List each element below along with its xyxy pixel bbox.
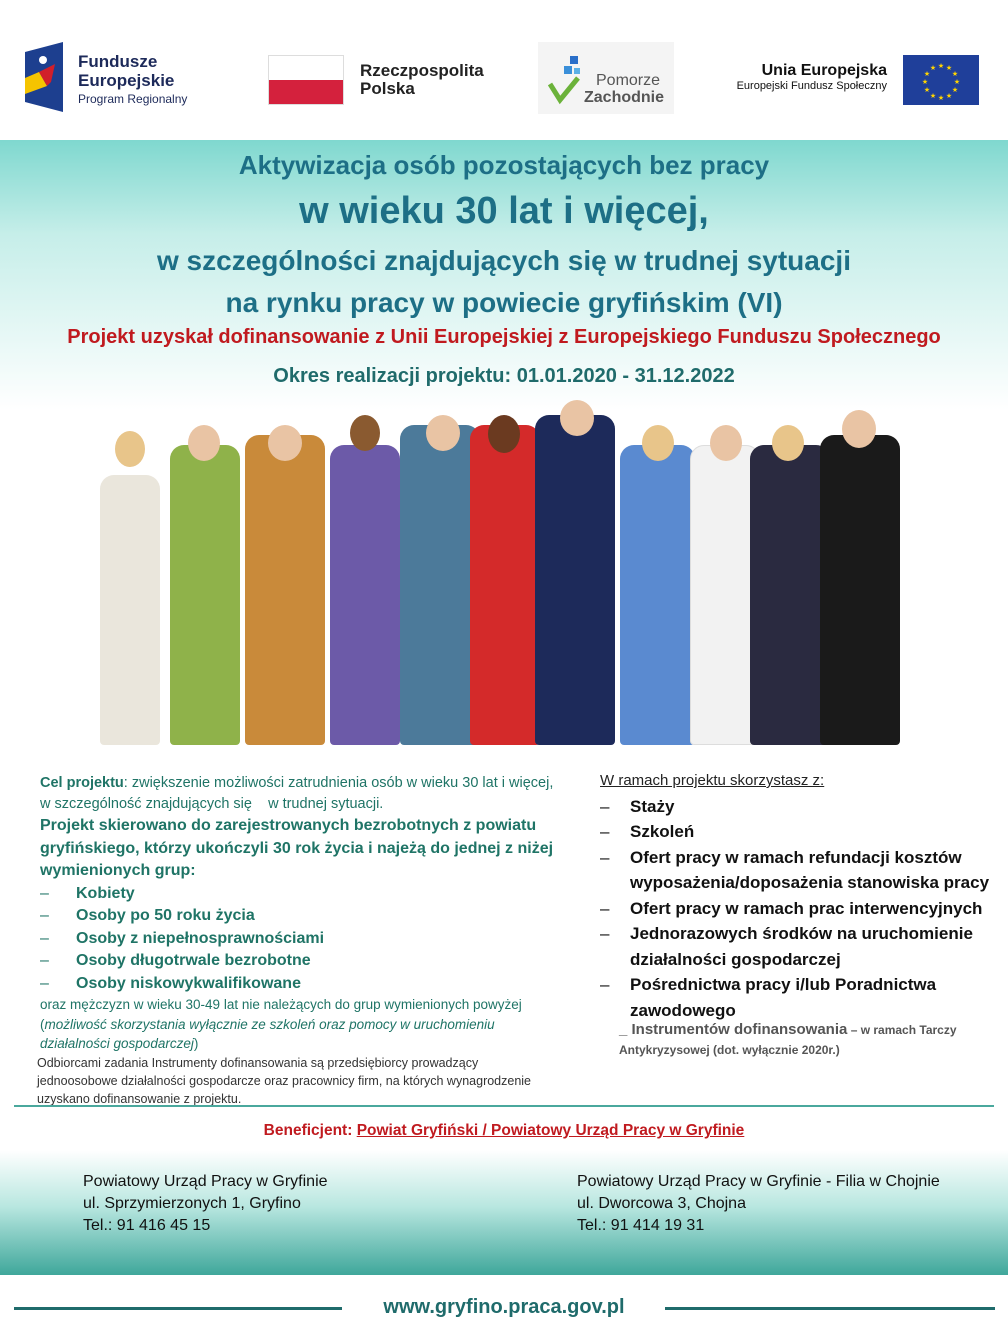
- pz-line1: Pomorze: [596, 72, 661, 89]
- fe-line1: Fundusze: [78, 52, 158, 71]
- svg-text:★: ★: [945, 65, 953, 72]
- group-list: [40, 883, 560, 996]
- funding-note: Projekt uzyskał dofinansowanie z Unii Europejskiej z Europejskiego Funduszu Społecznego: [67, 326, 941, 348]
- group-item: – Osoby długotrwale bezrobotne: [40, 952, 311, 969]
- rp-line1: Rzeczpospolita: [360, 61, 484, 80]
- fe-line3: Program Regionalny: [78, 92, 188, 106]
- pz-line2: Zachodnie: [584, 89, 665, 106]
- rp-line2: Polska: [360, 79, 415, 98]
- divider: [14, 1105, 994, 1107]
- title-line3: w szczególności znajdujących się w trudnej sytuacji: [157, 245, 851, 276]
- benefit-extra: _ Instrumentów dofinansowania – w ramach Tarczy Antykryzysowej (dot. wyłącznie 2020r.): [619, 1021, 957, 1057]
- svg-text:★: ★: [929, 93, 937, 100]
- project-description: [37, 773, 560, 1108]
- title-line1: Aktywizacja osób pozostających bez pracy: [238, 150, 770, 180]
- group-item: – Osoby z niepełnosprawnościami: [40, 929, 325, 947]
- benefits-heading: W ramach projektu skorzystasz z:: [600, 772, 825, 789]
- svg-text:★: ★: [951, 71, 959, 78]
- target-paragraph: Projekt skierowano do zarejestrowanych bezrobotnych z powiatu gryfińskiego, którzy ukończyli 30 rok życia i najeżą do jednej z niżej wymienionych grup:: [40, 817, 554, 879]
- office-name: Powiatowy Urząd Pracy w Gryfinie - Filia w Chojnie: [577, 1173, 940, 1190]
- men-paragraph: oraz mężczyzn w wieku 30-49 lat nie należących do grup wymienionych powyżej (możliwość skorzystania wyłącznie ze szkoleń oraz pomocy w uruchomieniu działalności gospodarczej): [40, 997, 522, 1051]
- benefits-section: [600, 768, 1005, 1060]
- goal-label: Cel projektu: [40, 775, 124, 791]
- svg-text:★: ★: [929, 65, 937, 72]
- benefit-item: – Ofert pracy w ramach refundacji kosztów wyposażenia/doposażenia stanowiska pracy: [600, 847, 990, 892]
- benefit-item: – Ofert pracy w ramach prac interwencyjnych: [600, 898, 983, 918]
- svg-text:★: ★: [937, 95, 945, 102]
- fe-logo: [25, 42, 63, 112]
- svg-text:★: ★: [953, 79, 961, 86]
- svg-text:★: ★: [951, 87, 959, 94]
- office-phone: Tel.: 91 414 19 31: [577, 1217, 705, 1234]
- title-line2: w wieku 30 lat i więcej,: [299, 190, 709, 232]
- eu-flag-icon: [903, 55, 979, 105]
- group-item: – Osoby po 50 roku życia: [40, 907, 255, 924]
- svg-text:★: ★: [937, 63, 945, 70]
- office-street: ul. Dworcowa 3, Chojna: [577, 1195, 746, 1212]
- pomorze-logo: [538, 42, 674, 114]
- office-main: [83, 1171, 328, 1237]
- office-street: ul. Sprzymierzonych 1, Gryfino: [83, 1195, 301, 1212]
- project-period: Okres realizacji projektu: 01.01.2020 - 31.12.2022: [273, 365, 735, 387]
- ue-line1: Unia Europejska: [761, 62, 887, 79]
- goal-text: : zwiększenie możliwości zatrudnienia osób w wieku 30 lat i więcej, w szczególność znajdujących się w trudnej sytuacji.: [40, 775, 558, 812]
- office-name: Powiatowy Urząd Pracy w Gryfinie: [83, 1173, 328, 1190]
- website-link[interactable]: www.gryfino.praca.gov.pl: [383, 1296, 625, 1318]
- benefit-item: – Szkoleń: [600, 822, 695, 841]
- benefit-item: – Pośrednictwa pracy i/lub Poradnictwa zawodowego: [600, 975, 937, 1020]
- fe-line2: Europejskie: [78, 71, 175, 90]
- svg-text:★: ★: [923, 71, 931, 78]
- beneficiary: Beneficjent: Powiat Gryfiński / Powiatowy Urząd Pracy w Gryfinie: [263, 1122, 745, 1139]
- group-item: – Kobiety: [40, 884, 135, 902]
- group-item: – Osoby niskowykwalifikowane: [40, 974, 301, 992]
- benefit-item: – Staży: [600, 796, 675, 816]
- title-line4: na rynku pracy w powiecie gryfińskim (VI): [225, 287, 783, 318]
- svg-text:★: ★: [945, 93, 953, 100]
- svg-text:★: ★: [923, 87, 931, 94]
- goal-paragraph: [40, 773, 560, 815]
- benefits-list: [600, 794, 1005, 1024]
- svg-text:★: ★: [921, 79, 929, 86]
- office-phone: Tel.: 91 416 45 15: [83, 1217, 211, 1234]
- ue-line2: Europejski Fundusz Społeczny: [736, 80, 887, 92]
- benefit-item: – Jednorazowych środków na uruchomienie działalności gospodarczej: [600, 924, 973, 969]
- recipients-paragraph: Odbiorcami zadania Instrumenty dofinansowania są przedsiębiorcy prowadzący jednoosobowe działalności gospodarcze oraz pracownicy firm, na których wynagrodzenie uzyskano dofinansowanie z projektu.: [37, 1055, 532, 1106]
- polish-flag-icon: [268, 55, 344, 105]
- beneficiary-link[interactable]: Powiat Gryfiński / Powiatowy Urząd Pracy w Gryfinie: [356, 1122, 745, 1139]
- logo-bar: [0, 0, 1008, 140]
- office-branch: [577, 1171, 940, 1237]
- workers-photo: [60, 395, 1008, 765]
